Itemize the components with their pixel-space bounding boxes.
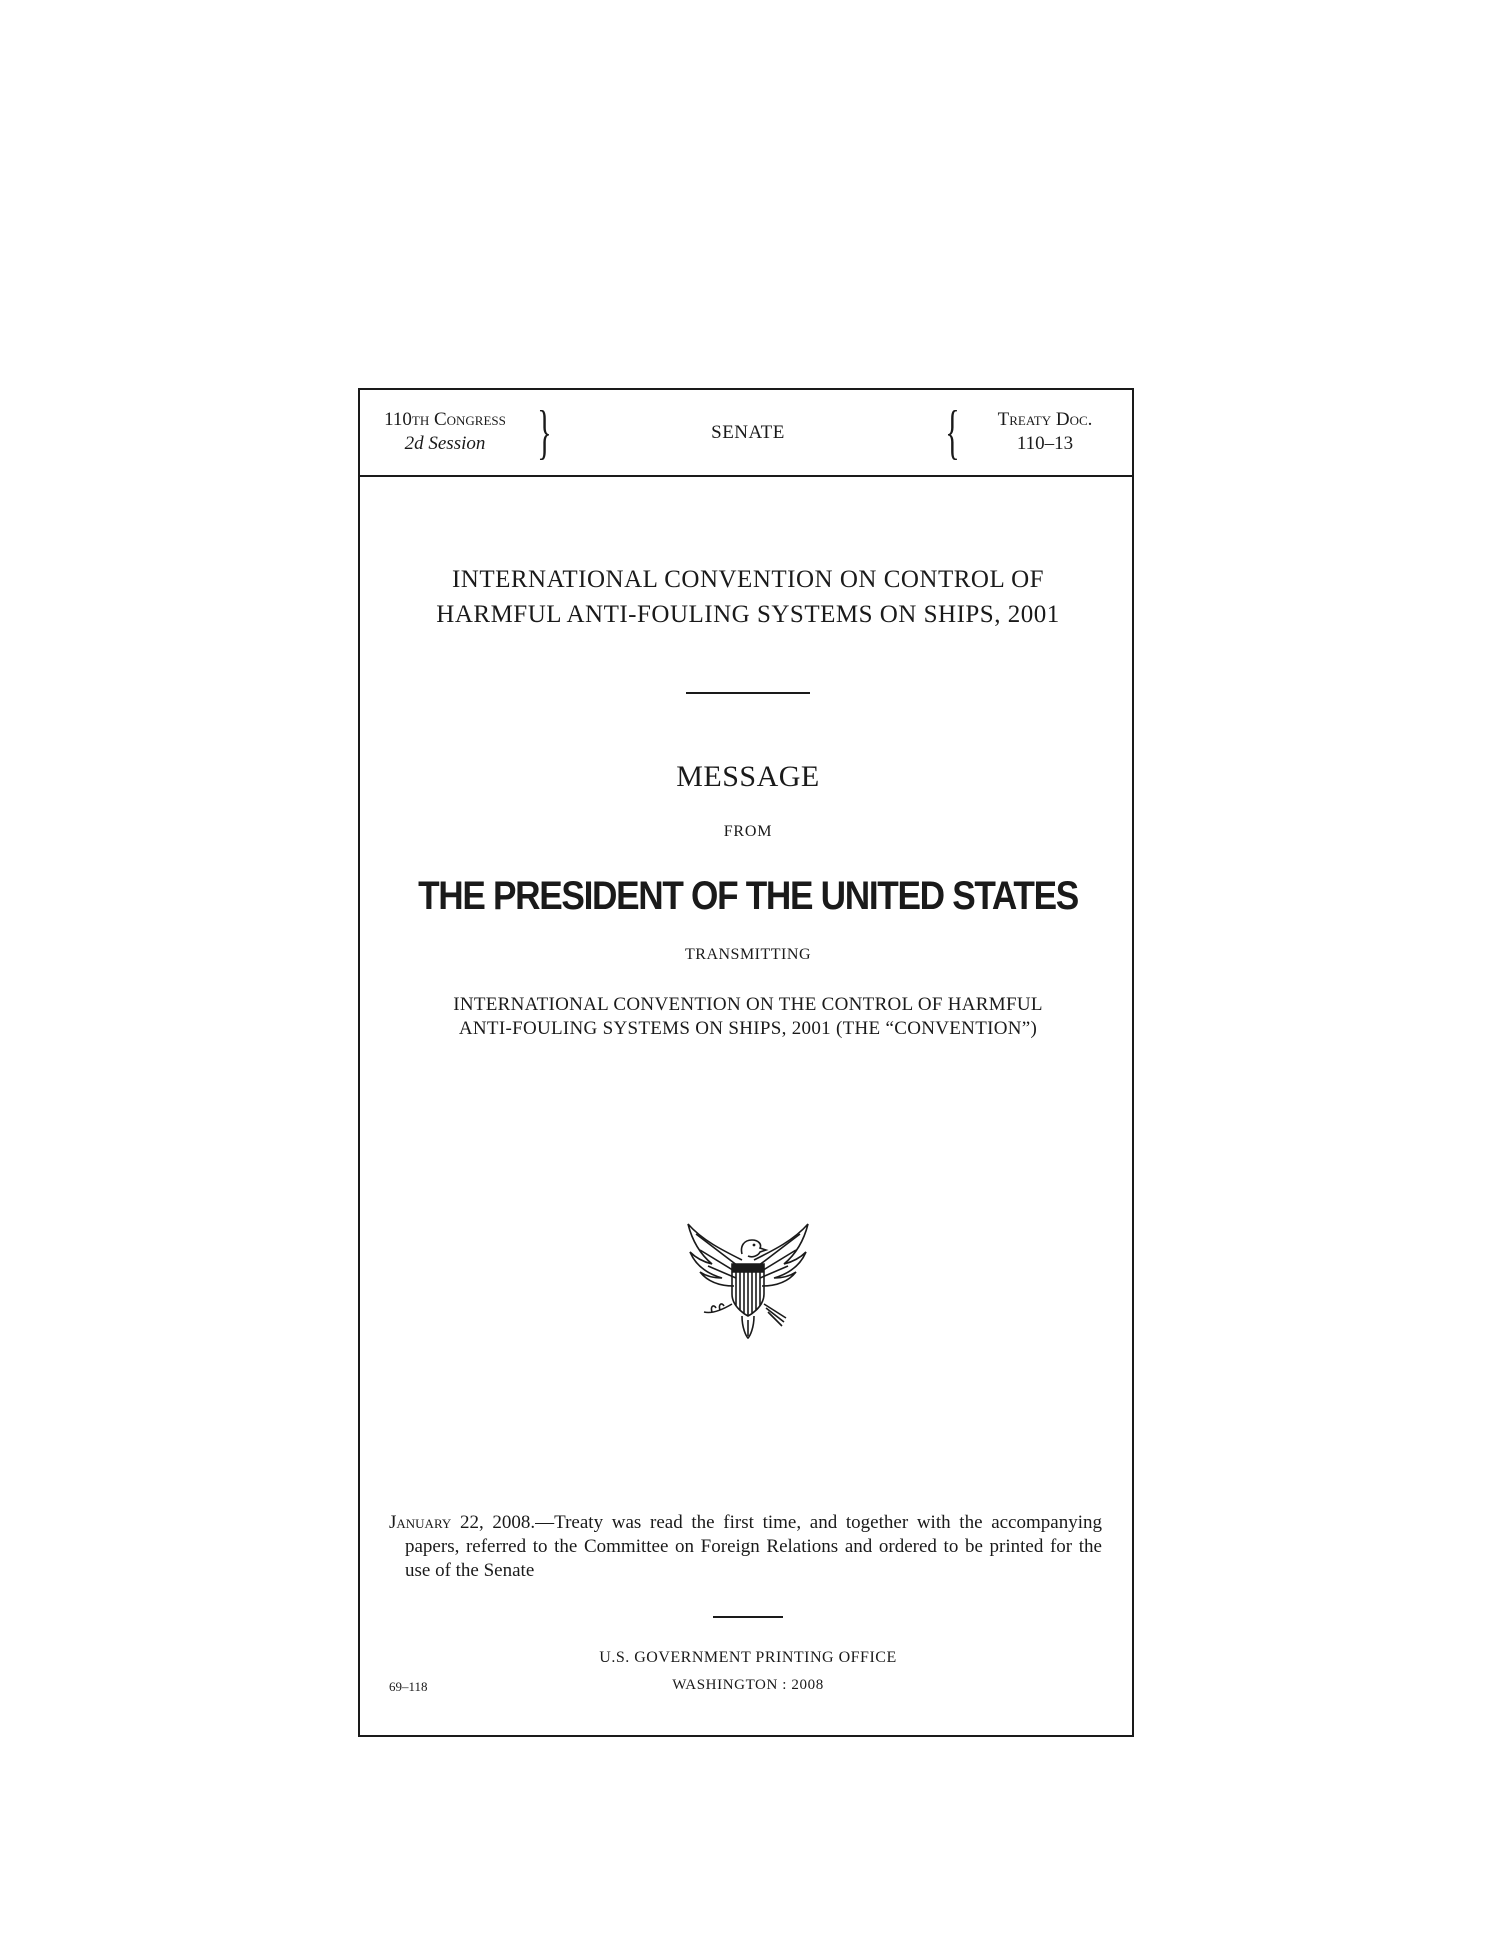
treaty-doc-block bbox=[970, 408, 1120, 456]
divider-rule bbox=[686, 692, 810, 694]
eagle-seal-icon bbox=[682, 1220, 814, 1340]
subject-text bbox=[360, 993, 1136, 1041]
congress-label: 110th Congress bbox=[384, 409, 506, 430]
referral-date-month: January bbox=[389, 1512, 452, 1533]
document-frame bbox=[358, 388, 1134, 1737]
referral-text: 22, 2008.—Treaty was read the first time, and together with the accompanying papers, referred to the Committee on Foreign Relations and ordered to be printed for the use of the Senate bbox=[405, 1512, 1102, 1581]
referral-note bbox=[389, 1511, 1102, 1583]
convention-title-line-1: INTERNATIONAL CONVENTION ON CONTROL OF bbox=[451, 566, 1045, 593]
document-header bbox=[360, 390, 1132, 477]
convention-title-line-2: HARMFUL ANTI-FOULING SYSTEMS ON SHIPS, 2001 bbox=[436, 601, 1060, 628]
session-label: 2d Session bbox=[404, 433, 486, 454]
transmitting-label: TRANSMITTING bbox=[685, 946, 811, 963]
message-heading: MESSAGE bbox=[676, 760, 820, 793]
left-brace-icon: { bbox=[945, 399, 960, 465]
printing-office-label: U.S. GOVERNMENT PRINTING OFFICE bbox=[599, 1649, 897, 1666]
place-date-label: WASHINGTON : 2008 bbox=[672, 1677, 824, 1693]
jacket-number: 69–118 bbox=[389, 1679, 428, 1694]
from-label: FROM bbox=[723, 823, 773, 840]
subject-line-1: INTERNATIONAL CONVENTION ON THE CONTROL OF HARMFUL bbox=[453, 994, 1043, 1015]
doc-type-label: Treaty Doc. bbox=[997, 409, 1093, 430]
chamber-label: SENATE bbox=[711, 422, 785, 443]
convention-title bbox=[360, 562, 1136, 632]
right-brace-icon: } bbox=[537, 399, 552, 465]
doc-number-label: 110–13 bbox=[1016, 433, 1074, 454]
president-heading: THE PRESIDENT OF THE UNITED STATES bbox=[418, 874, 1078, 918]
divider-rule bbox=[713, 1616, 783, 1618]
subject-line-2: ANTI-FOULING SYSTEMS ON SHIPS, 2001 (THE “CONVENTION”) bbox=[458, 1018, 1038, 1039]
